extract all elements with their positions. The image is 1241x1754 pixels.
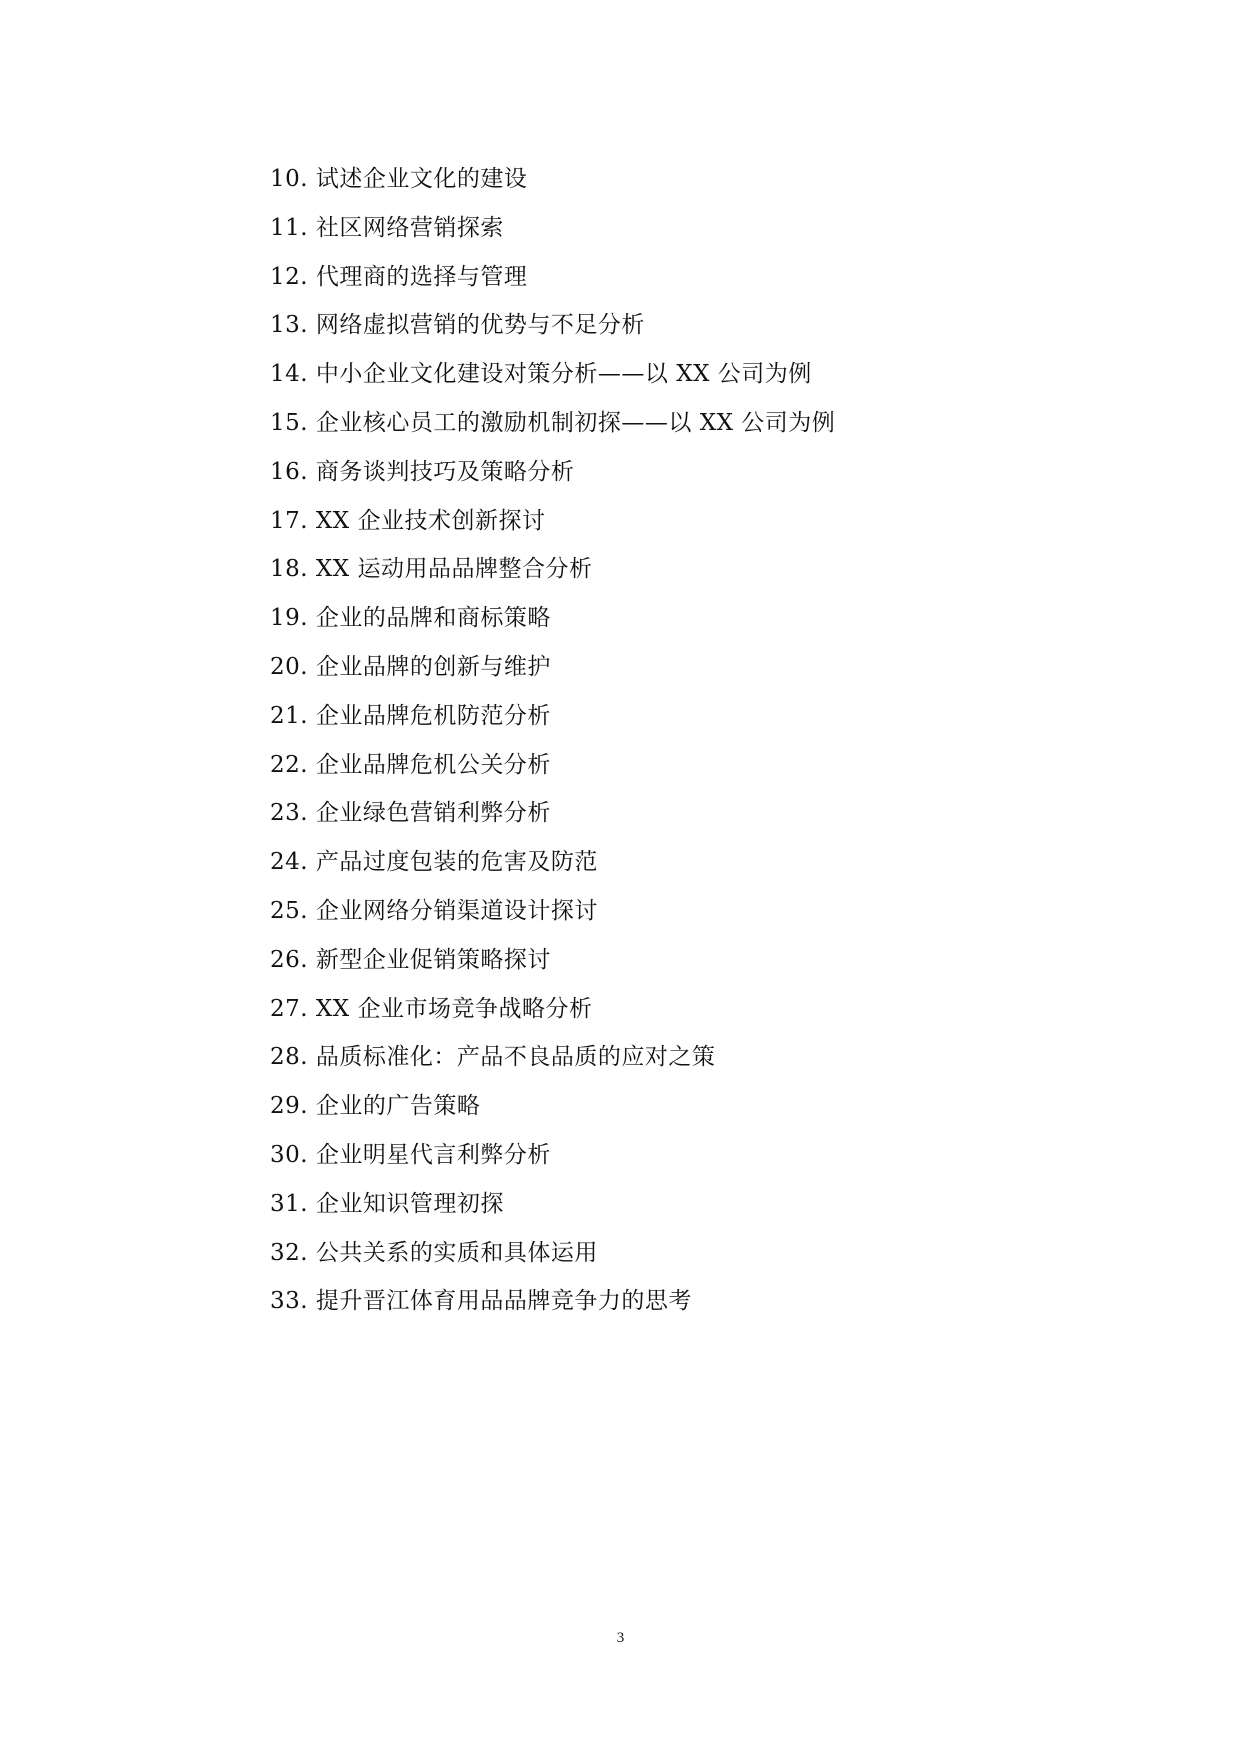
list-item: 16. 商务谈判技巧及策略分析 <box>270 458 575 485</box>
list-item: 30. 企业明星代言利弊分析 <box>270 1141 551 1168</box>
list-item: 25. 企业网络分销渠道设计探讨 <box>270 897 598 924</box>
list-item: 19. 企业的品牌和商标策略 <box>270 605 551 632</box>
list-item: 10. 试述企业文化的建设 <box>270 166 528 192</box>
list-item: 33. 提升晋江体育用品品牌竞争力的思考 <box>270 1288 692 1315</box>
list-item: 17. XX 企业技术创新探讨 <box>270 507 546 534</box>
list-item: 21. 企业品牌危机防范分析 <box>270 702 551 729</box>
list-item: 27. XX 企业市场竞争战略分析 <box>270 995 593 1022</box>
list-item: 18. XX 运动用品品牌整合分析 <box>270 556 593 583</box>
list-item: 26. 新型企业促销策略探讨 <box>270 946 551 973</box>
page-number: 3 <box>616 1630 625 1646</box>
list-item: 24. 产品过度包装的危害及防范 <box>270 849 598 876</box>
list-item: 32. 公共关系的实质和具体运用 <box>270 1239 598 1266</box>
list-item: 28. 品质标准化：产品不良品质的应对之策 <box>270 1044 716 1071</box>
list-item: 13. 网络虚拟营销的优势与不足分析 <box>270 312 645 339</box>
list-item: 14. 中小企业文化建设对策分析——以 XX 公司为例 <box>270 361 812 388</box>
list-item: 29. 企业的广告策略 <box>270 1093 481 1120</box>
list-item: 12. 代理商的选择与管理 <box>270 263 528 290</box>
list-item: 20. 企业品牌的创新与维护 <box>270 653 551 680</box>
list-item: 31. 企业知识管理初探 <box>270 1190 504 1217</box>
list-item: 23. 企业绿色营销利弊分析 <box>270 800 551 827</box>
list-item: 11. 社区网络营销探索 <box>270 214 504 241</box>
list-item: 22. 企业品牌危机公关分析 <box>270 751 551 778</box>
list-item: 15. 企业核心员工的激励机制初探——以 XX 公司为例 <box>270 409 836 436</box>
topic-list <box>270 155 835 1326</box>
